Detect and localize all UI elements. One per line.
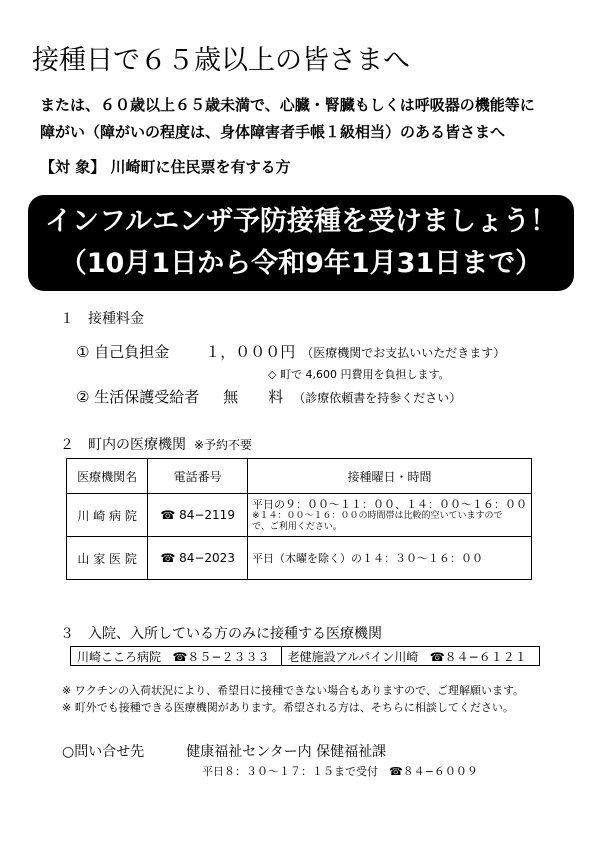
- facility-cell: [281, 647, 539, 666]
- facility-phone: ☎８５−２３３３: [172, 649, 270, 664]
- note-vaccine-stock: ※ ワクチンの入荷状況により、希望日に接種できない場合もありますので、ご理解願います。: [62, 684, 525, 697]
- facility-cell: [71, 647, 282, 666]
- table-row: [71, 647, 540, 666]
- contact-info: [62, 741, 386, 761]
- subtitle-line-1: または、６０歳以上６５歳未満で、心臓・腎臓もしくは呼吸器の機能等に: [40, 96, 535, 114]
- contact-label: ○問い合せ先: [62, 744, 145, 760]
- clinic-table: [66, 458, 532, 580]
- clinic-hours-main: 平日の９：００〜１１：００、１４：００〜１６：００: [252, 497, 527, 511]
- no-reservation-note: ※予約不要: [194, 438, 253, 452]
- table-header-row: [67, 459, 532, 494]
- clinic-phone: ☎ 84−2119: [148, 494, 248, 537]
- section-inpatient-heading: ３ 入院、入所している方のみに接種する医療機関: [60, 626, 382, 642]
- clinic-hours-note-cont: で、ご利用ください。: [252, 521, 342, 532]
- eligibility-target: 【対 象】 川崎町に住民票を有する方: [40, 158, 291, 176]
- clinic-hours-main: 平日（木曜を除く）の１４：３０〜１６：００: [252, 551, 483, 565]
- fee-self-pay-label: ① 自己負担金: [76, 343, 170, 361]
- clinic-name: 山 家 医 院: [67, 537, 148, 580]
- header-hours: 接種曜日・時間: [248, 459, 532, 494]
- banner-headline: インフルエンザ予防接種を受けましょう！: [45, 206, 557, 237]
- table-row: [67, 537, 532, 580]
- fee-welfare: [76, 386, 461, 407]
- header-phone: 電話番号: [148, 459, 248, 494]
- page-title: 接種日で６５歳以上の皆さまへ: [32, 45, 410, 76]
- clinic-hours: [248, 494, 532, 537]
- header-clinic-name: 医療機関名: [67, 459, 148, 494]
- clinic-hours-note: ※１４：００〜１６：００の時間帯は比較的空いていますので: [252, 510, 503, 521]
- fee-self-pay: [76, 341, 505, 362]
- facility-name: 川崎こころ病院: [77, 649, 162, 664]
- banner-period: （10月1日から令和9年1月31日まで）: [59, 248, 543, 279]
- clinic-hours: [248, 537, 532, 580]
- clinic-phone: ☎ 84−2023: [148, 537, 248, 580]
- facility-name: 老健施設アルパイン川崎: [287, 649, 419, 664]
- fee-welfare-note: （診療依頼書を持参ください）: [293, 391, 462, 405]
- table-row: [67, 494, 532, 537]
- facility-phone: ☎８４−６１２１: [429, 649, 527, 664]
- inpatient-facility-table: [70, 646, 540, 666]
- clinic-name: 川 崎 病 院: [67, 494, 148, 537]
- fee-welfare-label: ② 生活保護受給者: [76, 388, 200, 406]
- contact-hours: 平日８：３０〜１７：１５まで受付 ☎８４−６００９: [202, 765, 478, 778]
- town-subsidy-note: ◇ 町で 4,600 円費用を負担します。: [268, 368, 450, 381]
- campaign-banner: [28, 195, 574, 291]
- contact-department: 健康福祉センター内 保健福祉課: [186, 744, 387, 760]
- fee-self-pay-note: （医療機関でお支払いいただきます）: [301, 346, 506, 360]
- note-outside-town: ※ 町外でも接種できる医療機関があります。希望される方は、そちらに相談してください。: [62, 701, 514, 714]
- subtitle-line-2: 障がい（障がいの程度は、身体障害者手帳１級相当）のある皆さまへ: [40, 123, 506, 141]
- section-clinics-title: ２ 町内の医療機関: [60, 437, 186, 453]
- section-fees-heading: １ 接種料金: [60, 311, 144, 327]
- fee-self-pay-amount: １，０００円: [205, 343, 296, 361]
- fee-welfare-amount: 無 料: [223, 388, 284, 406]
- section-clinics-heading: [60, 434, 252, 454]
